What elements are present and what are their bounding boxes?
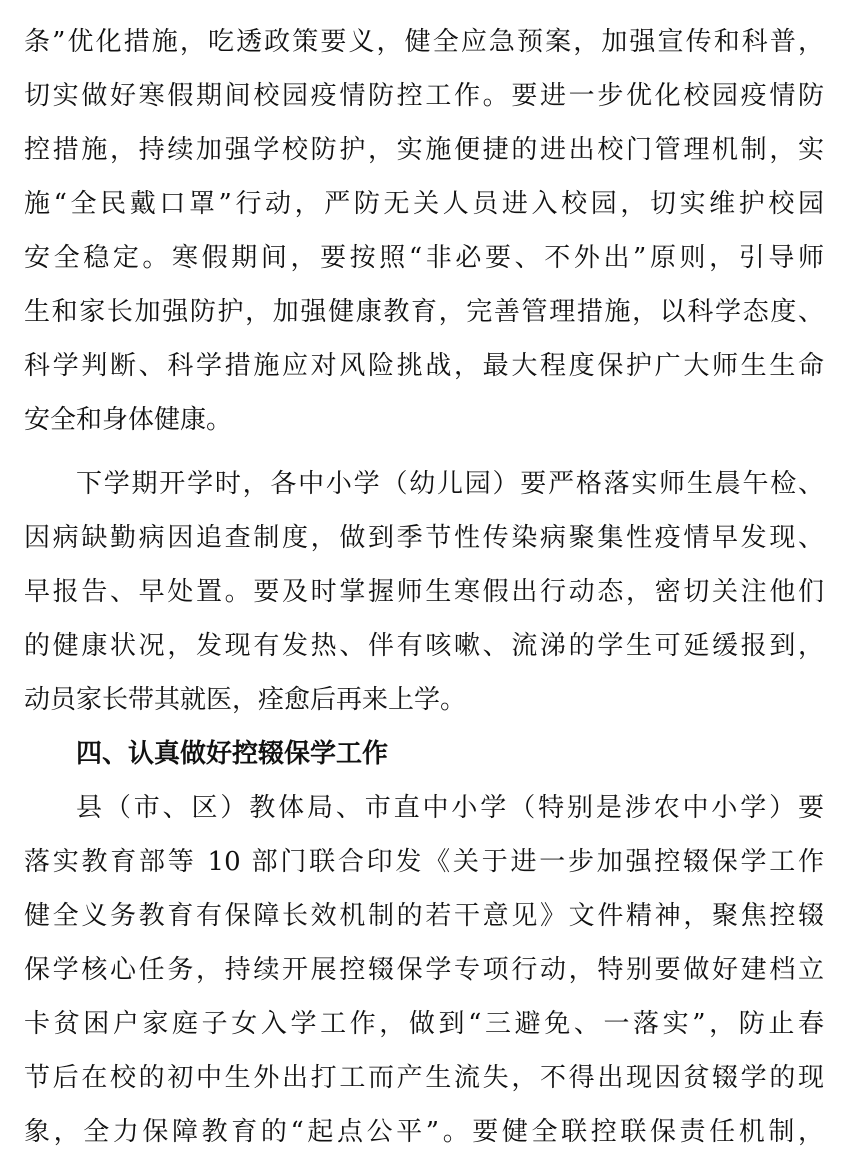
paragraph-2-line-1: 下学期开学时，各中小学（幼儿园）要严格落实师生晨午检、 — [76, 469, 824, 499]
paragraph-1-line-6: 生和家长加强防护，加强健康教育，完善管理措施，以科学态度、 — [24, 297, 824, 327]
paragraph-1-line-7: 科学判断、科学措施应对风险挑战，最大程度保护广大师生生命 — [24, 351, 824, 381]
paragraph-3-line-5: 卡贫困户家庭子女入学工作，做到“三避免、一落实”，防止春 — [24, 1009, 824, 1039]
paragraph-3-line-7: 象，全力保障教育的“起点公平”。要健全联控联保责任机制， — [24, 1117, 824, 1147]
paragraph-2-line-4: 的健康状况，发现有发热、伴有咳嗽、流涕的学生可延缓报到， — [24, 631, 824, 661]
paragraph-2-line-2: 因病缺勤病因追查制度，做到季节性传染病聚集性疫情早发现、 — [24, 523, 824, 553]
paragraph-1-line-3: 控措施，持续加强学校防护，实施便捷的进出校门管理机制，实 — [24, 135, 824, 165]
paragraph-1-line-2: 切实做好寒假期间校园疫情防控工作。要进一步优化校园疫情防 — [24, 81, 824, 111]
paragraph-2-line-3: 早报告、早处置。要及时掌握师生寒假出行动态，密切关注他们 — [24, 577, 824, 607]
paragraph-3-line-4: 保学核心任务，持续开展控辍保学专项行动，特别要做好建档立 — [24, 955, 824, 985]
paragraph-1-line-8: 安全和身体健康。 — [24, 405, 233, 435]
paragraph-3-line-3: 健全义务教育有保障长效机制的若干意见》文件精神，聚焦控辍 — [24, 901, 824, 931]
paragraph-1-line-4: 施“全民戴口罩”行动，严防无关人员进入校园，切实维护校园 — [24, 189, 824, 219]
paragraph-1-line-5: 安全稳定。寒假期间，要按照“非必要、不外出”原则，引导师 — [24, 243, 824, 273]
paragraph-3-line-6: 节后在校的初中生外出打工而产生流失，不得出现因贫辍学的现 — [24, 1063, 824, 1093]
section-heading: 四、认真做好控辍保学工作 — [76, 739, 389, 769]
paragraph-3-line-2: 落实教育部等 10 部门联合印发《关于进一步加强控辍保学工作 — [24, 847, 824, 877]
paragraph-3-line-1: 县（市、区）教体局、市直中小学（特别是涉农中小学）要 — [76, 793, 824, 823]
paragraph-2-line-5: 动员家长带其就医，痊愈后再来上学。 — [24, 685, 467, 715]
paragraph-1-line-1: 条”优化措施，吃透政策要义，健全应急预案，加强宣传和科普， — [24, 27, 824, 57]
